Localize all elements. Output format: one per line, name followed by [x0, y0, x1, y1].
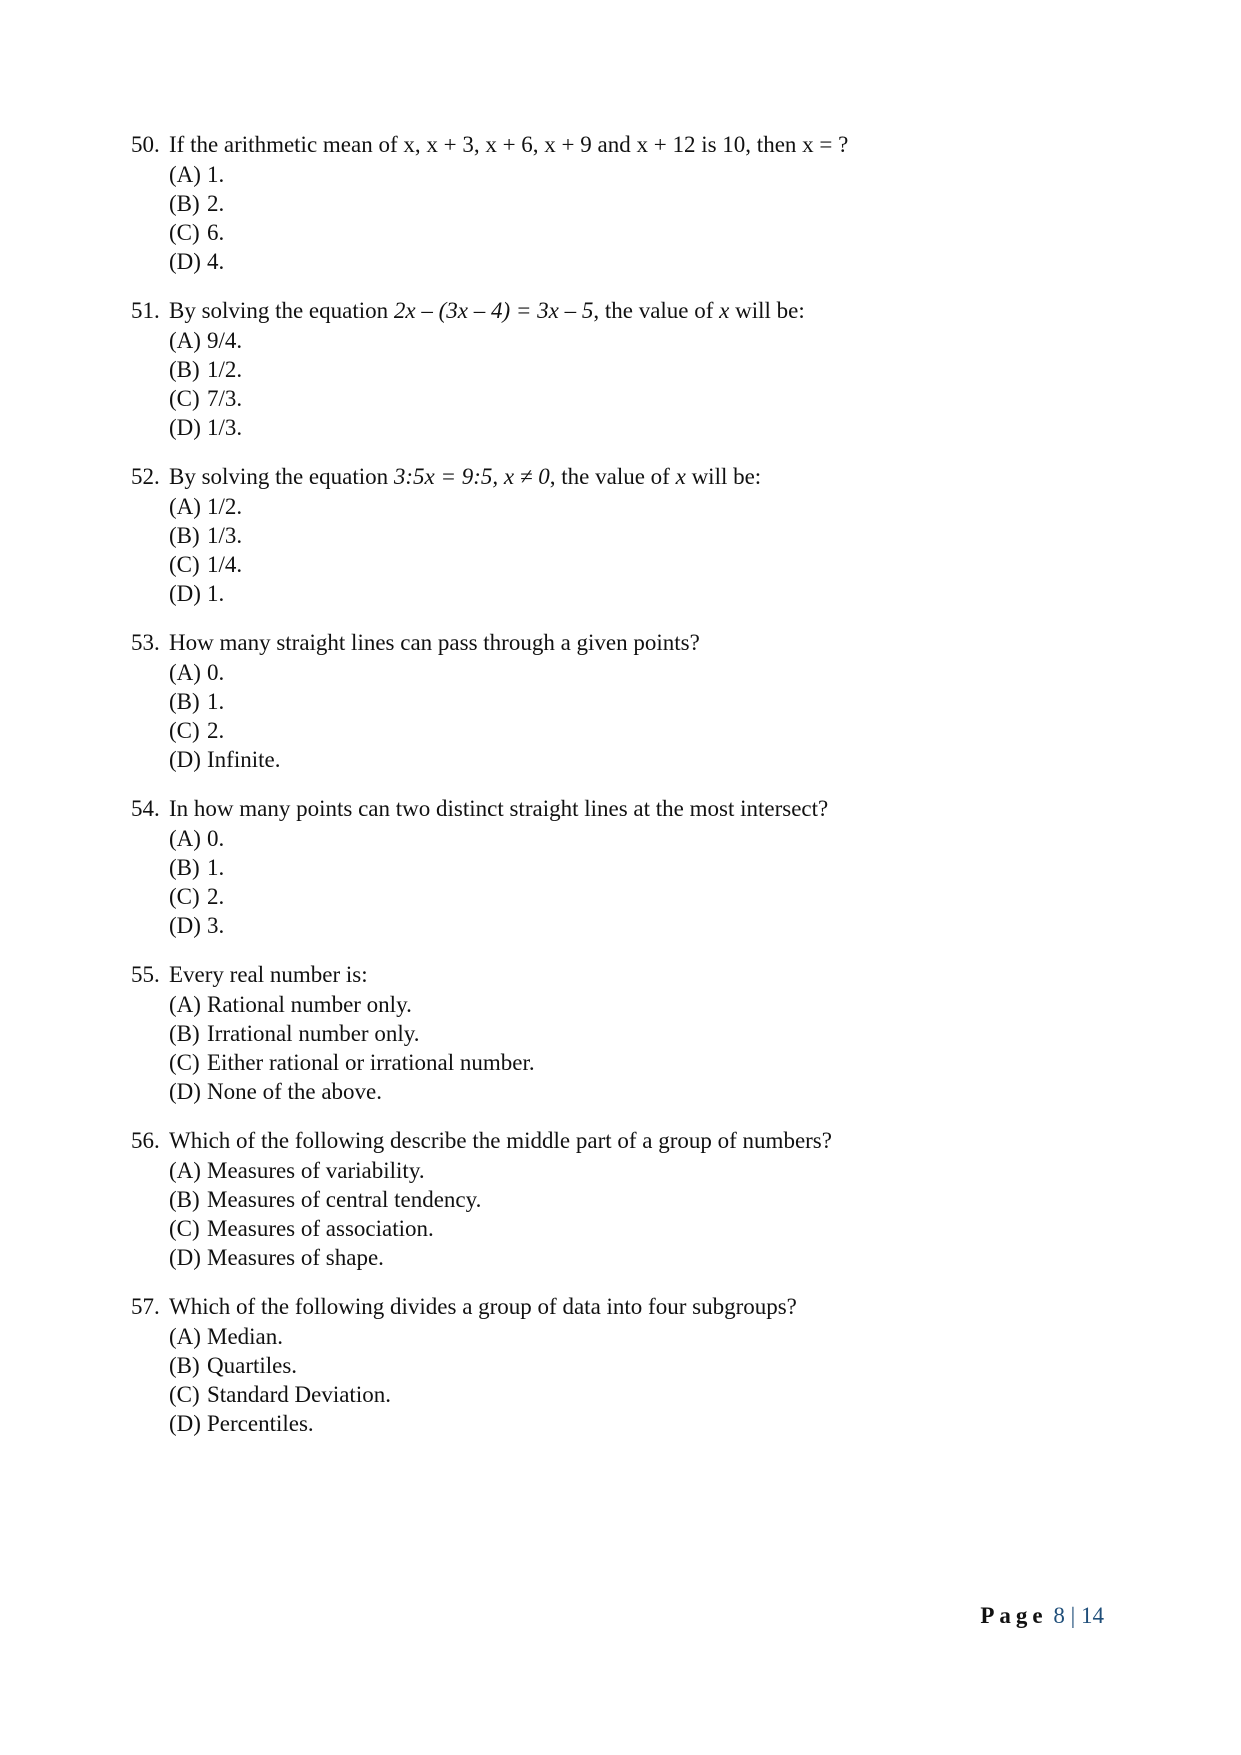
question-57 [131, 1292, 1131, 1438]
answer-option [169, 579, 1131, 608]
option-text: 6. [207, 220, 225, 245]
option-letter: (C) [169, 386, 200, 411]
question-text [131, 1292, 1131, 1322]
page-separator: | [1070, 1603, 1076, 1628]
option-text: 7/3. [207, 386, 243, 411]
question-text-segment: will be: [729, 298, 805, 323]
answer-option [169, 1185, 1131, 1214]
question-text-segment: Every real number is: [169, 962, 368, 987]
question-text-segment: will be: [685, 464, 762, 489]
question-52 [131, 462, 1131, 608]
math-expression: 2x – (3x – 4) = 3x – 5 [393, 298, 594, 323]
option-letter: (B) [169, 191, 200, 216]
answer-option [169, 1351, 1131, 1380]
option-letter: (B) [169, 523, 200, 548]
option-text: 1. [207, 162, 225, 187]
answer-option [169, 853, 1131, 882]
option-text: Irrational number only. [207, 1021, 420, 1046]
option-letter: (B) [169, 1187, 200, 1212]
question-number: 54. [131, 796, 160, 821]
question-text [131, 794, 1131, 824]
option-text: Median. [207, 1324, 284, 1349]
answer-options [169, 160, 1131, 276]
current-page-number: 8 [1053, 1603, 1065, 1628]
option-letter: (B) [169, 855, 200, 880]
question-number: 50. [131, 132, 160, 157]
question-text-segment: By solving the equation [169, 298, 394, 323]
question-text [131, 462, 1131, 492]
answer-options [169, 326, 1131, 442]
option-text: 9/4. [207, 328, 243, 353]
math-expression: x [719, 298, 730, 323]
option-letter: (A) [169, 162, 201, 187]
answer-option [169, 658, 1131, 687]
answer-option [169, 1156, 1131, 1185]
option-letter: (C) [169, 220, 200, 245]
answer-option [169, 745, 1131, 774]
option-text: Rational number only. [207, 992, 412, 1017]
option-text: 0. [207, 826, 225, 851]
question-text-segment: , the value of [549, 464, 676, 489]
question-text [131, 130, 1131, 160]
option-text: Measures of central tendency. [207, 1187, 482, 1212]
option-letter: (B) [169, 357, 200, 382]
option-text: 4. [207, 249, 225, 274]
question-text [131, 960, 1131, 990]
option-text: 1/3. [207, 415, 243, 440]
option-text: 2. [207, 884, 225, 909]
question-text [131, 296, 1131, 326]
answer-option [169, 384, 1131, 413]
option-text: 1. [207, 689, 225, 714]
option-text: 3. [207, 913, 225, 938]
answer-option [169, 521, 1131, 550]
answer-option [169, 716, 1131, 745]
answer-option [169, 687, 1131, 716]
question-51 [131, 296, 1131, 442]
option-letter: (D) [169, 1245, 201, 1270]
answer-option [169, 189, 1131, 218]
option-letter: (B) [169, 1021, 200, 1046]
option-letter: (C) [169, 1216, 200, 1241]
answer-option [169, 990, 1131, 1019]
answer-option [169, 247, 1131, 276]
option-letter: (A) [169, 494, 201, 519]
answer-option [169, 1048, 1131, 1077]
option-text: Infinite. [207, 747, 281, 772]
answer-option [169, 1380, 1131, 1409]
answer-option [169, 1214, 1131, 1243]
answer-options [169, 492, 1131, 608]
question-text-segment: If the arithmetic mean of x, x + 3, x + 6, x + 9 and x + 12 is 10, then x = ? [169, 132, 849, 157]
option-letter: (C) [169, 1382, 200, 1407]
question-50 [131, 130, 1131, 276]
option-letter: (D) [169, 249, 201, 274]
option-letter: (C) [169, 884, 200, 909]
answer-options [169, 1322, 1131, 1438]
option-letter: (D) [169, 415, 201, 440]
answer-option [169, 413, 1131, 442]
option-text: Quartiles. [207, 1353, 298, 1378]
option-text: Percentiles. [207, 1411, 314, 1436]
math-expression: 3:5x = 9:5, x ≠ 0 [393, 464, 550, 489]
answer-option [169, 355, 1131, 384]
answer-option [169, 1409, 1131, 1438]
answer-option [169, 911, 1131, 940]
page-numbers [1053, 1603, 1104, 1628]
option-text: Standard Deviation. [207, 1382, 391, 1407]
option-letter: (B) [169, 689, 200, 714]
option-letter: (D) [169, 913, 201, 938]
answer-options [169, 1156, 1131, 1272]
question-55 [131, 960, 1131, 1106]
option-text: 1. [207, 581, 225, 606]
option-text: 1. [207, 855, 225, 880]
question-text-segment: In how many points can two distinct straight lines at the most intersect? [169, 796, 829, 821]
question-number: 57. [131, 1294, 160, 1319]
answer-option [169, 1322, 1131, 1351]
question-56 [131, 1126, 1131, 1272]
answer-option [169, 1077, 1131, 1106]
answer-option [169, 218, 1131, 247]
answer-option [169, 160, 1131, 189]
option-text: 1/3. [207, 523, 243, 548]
question-text-segment: By solving the equation [169, 464, 394, 489]
option-text: Measures of variability. [207, 1158, 425, 1183]
option-text: 1/4. [207, 552, 243, 577]
option-text: None of the above. [207, 1079, 382, 1104]
option-letter: (C) [169, 1050, 200, 1075]
answer-option [169, 492, 1131, 521]
option-text: Measures of association. [207, 1216, 434, 1241]
question-number: 55. [131, 962, 160, 987]
answer-option [169, 1243, 1131, 1272]
question-54 [131, 794, 1131, 940]
answer-options [169, 658, 1131, 774]
total-pages: 14 [1081, 1603, 1104, 1628]
option-text: 2. [207, 718, 225, 743]
question-list [131, 130, 1131, 1458]
option-letter: (D) [169, 581, 201, 606]
answer-option [169, 550, 1131, 579]
answer-option [169, 882, 1131, 911]
option-letter: (A) [169, 1158, 201, 1183]
option-text: 1/2. [207, 494, 243, 519]
answer-options [169, 990, 1131, 1106]
page-label: Page [980, 1603, 1048, 1628]
option-letter: (A) [169, 660, 201, 685]
question-text-segment: , the value of [593, 298, 720, 323]
option-letter: (C) [169, 718, 200, 743]
page-footer [980, 1601, 1104, 1631]
option-letter: (D) [169, 1411, 201, 1436]
question-number: 51. [131, 298, 160, 323]
option-text: 0. [207, 660, 225, 685]
option-letter: (C) [169, 552, 200, 577]
option-letter: (D) [169, 747, 201, 772]
math-expression: x [675, 464, 686, 489]
question-text [131, 628, 1131, 658]
option-text: Measures of shape. [207, 1245, 384, 1270]
option-letter: (A) [169, 1324, 201, 1349]
option-text: Either rational or irrational number. [207, 1050, 535, 1075]
option-letter: (A) [169, 826, 201, 851]
question-text-segment: Which of the following divides a group of data into four subgroups? [169, 1294, 797, 1319]
answer-option [169, 824, 1131, 853]
question-text [131, 1126, 1131, 1156]
option-letter: (B) [169, 1353, 200, 1378]
option-letter: (D) [169, 1079, 201, 1104]
option-letter: (A) [169, 992, 201, 1017]
question-number: 52. [131, 464, 160, 489]
option-letter: (A) [169, 328, 201, 353]
question-text-segment: How many straight lines can pass through a given points? [169, 630, 700, 655]
question-53 [131, 628, 1131, 774]
answer-options [169, 824, 1131, 940]
question-number: 53. [131, 630, 160, 655]
option-text: 2. [207, 191, 225, 216]
question-number: 56. [131, 1128, 160, 1153]
option-text: 1/2. [207, 357, 243, 382]
answer-option [169, 326, 1131, 355]
question-text-segment: Which of the following describe the middle part of a group of numbers? [169, 1128, 832, 1153]
answer-option [169, 1019, 1131, 1048]
